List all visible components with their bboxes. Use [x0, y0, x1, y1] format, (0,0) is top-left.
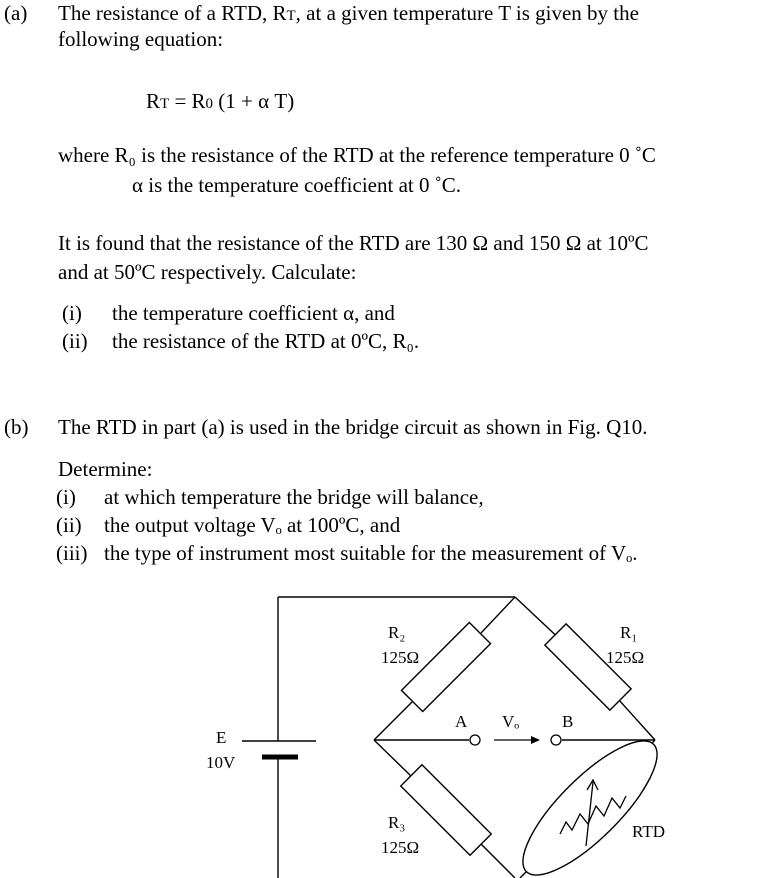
- terminal-a: [470, 735, 480, 745]
- vo-label: Vₒ: [502, 712, 520, 731]
- part-a-label: (a): [4, 1, 28, 25]
- terminal-b: [551, 735, 561, 745]
- part-a-where-2: α is the temperature coefficient at 0 ˚C.: [132, 173, 461, 197]
- part-a-where-1: where R₀ is the resistance of the RTD at the reference temperature 0 ˚C: [58, 143, 656, 167]
- part-b-item-2-num: (ii): [56, 513, 82, 537]
- part-a-item-2-num: (ii): [62, 329, 88, 353]
- part-a-line-2: following equation:: [58, 27, 224, 51]
- part-b-item-1-text: at which temperature the bridge will balance,: [104, 485, 484, 509]
- r1-name: R₁: [620, 623, 638, 642]
- part-b-item-3-text: the type of instrument most suitable for the measurement of Vₒ.: [104, 541, 638, 565]
- rtd-equation: RT = R0 (1 + α T): [146, 89, 295, 113]
- part-a-item-1-text: the temperature coefficient α, and: [112, 301, 395, 325]
- part-a-item-1-num: (i): [62, 301, 82, 325]
- part-b-determine: Determine:: [58, 457, 153, 481]
- part-b-item-1-num: (i): [56, 485, 76, 509]
- part-b-label: (b): [4, 415, 29, 439]
- r3-name: R₃: [388, 813, 406, 832]
- source-label: E: [216, 728, 227, 747]
- node-a-label: A: [455, 712, 468, 731]
- node-b-label: B: [562, 712, 574, 731]
- part-a-item-2-text: the resistance of the RTD at 0ºC, R₀.: [112, 329, 420, 353]
- part-b-line-1: The RTD in part (a) is used in the bridge circuit as shown in Fig. Q10.: [58, 415, 648, 439]
- part-b-item-3-num: (iii): [56, 541, 88, 565]
- part-a-found-2: and at 50ºC respectively. Calculate:: [58, 260, 357, 284]
- r2-value: 125Ω: [381, 648, 420, 667]
- r2-name: R₂: [388, 623, 406, 642]
- r1-value: 125Ω: [606, 648, 645, 667]
- part-a-found-1: It is found that the resistance of the RTD are 130 Ω and 150 Ω at 10ºC: [58, 231, 649, 255]
- r3-value: 125Ω: [381, 838, 420, 857]
- vo-arrow-head: [531, 736, 540, 744]
- part-a-line-1: The resistance of a RTD, RT, at a given temperature T is given by the: [58, 1, 639, 25]
- part-b-item-2-text: the output voltage Vₒ at 100ºC, and: [104, 513, 401, 537]
- source-value: 10V: [206, 753, 236, 772]
- rtd-label: RTD: [632, 822, 665, 841]
- rtd-ellipse: [505, 723, 675, 878]
